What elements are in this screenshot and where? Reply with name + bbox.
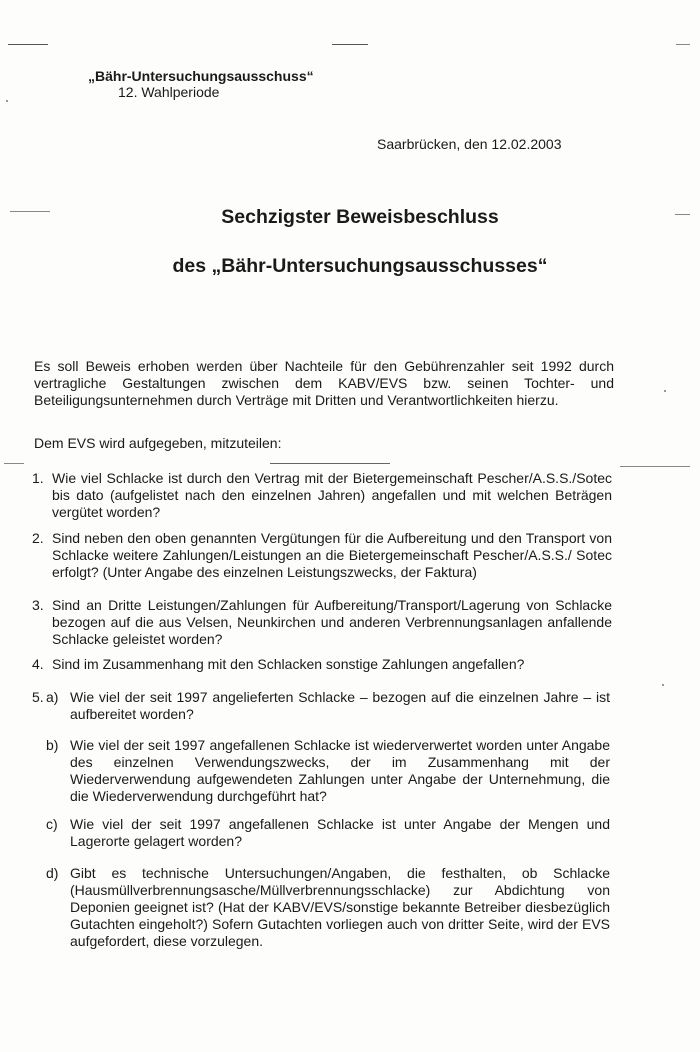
- subquestion-text: Wie viel der seit 1997 angefallenen Schlacke ist wiederverwertet worden unter Angabe des einzelnen Verwendungszwecks, der im Zusammenhang mit der Wiederverwendung aufgewendeten Zahlungen unter Angabe der Unternehmung, die die Wiederverwendung durchgeführt hat?: [70, 737, 610, 804]
- scan-dot: [664, 390, 666, 392]
- intro-paragraph: Es soll Beweis erhoben werden über Nachteile für den Gebührenzahler seit 1992 durch vertragliche Gestaltungen zwischen dem KABV/EVS bzw. seinen Tochter- und Beteiligungsunternehmen durch Verträge mit Dritten und Verantwortlichkeiten hierzu.: [34, 358, 614, 408]
- subquestion-text: Wie viel der seit 1997 angelieferten Schlacke – bezogen auf die einzelnen Jahre – ist aufbereitet worden?: [70, 689, 610, 722]
- question-1: [32, 470, 612, 521]
- scan-mark: [676, 44, 690, 45]
- scan-mark: [8, 44, 48, 45]
- scan-mark: [4, 463, 24, 464]
- question-number: 2.: [32, 530, 44, 546]
- subquestion-c: [46, 816, 610, 850]
- scan-mark: [620, 466, 690, 467]
- question-text: Sind im Zusammenhang mit den Schlacken sonstige Zahlungen angefallen?: [52, 656, 525, 672]
- subquestion-a: [46, 689, 610, 723]
- scan-dot: [662, 684, 664, 686]
- document-title: Sechzigster Beweisbeschluss: [221, 206, 499, 228]
- scan-mark: [332, 44, 368, 45]
- subquestion-b: [46, 737, 610, 805]
- subquestion-letter: d): [46, 865, 59, 881]
- scan-mark: [270, 463, 390, 464]
- question-number: 1.: [32, 470, 44, 486]
- question-text: Sind neben den oben genannten Vergütungen für die Aufbereitung und den Transport von Schlacke weitere Zahlungen/Leistungen an die Bietergemeinschaft Pescher/A.S.S./ Sotec erfolgt? (Unter Angabe des einzelnen Leistungszwecks, der Faktura): [52, 530, 612, 580]
- document-subtitle: des „Bähr-Untersuchungsausschusses“: [172, 255, 548, 277]
- subquestion-d: [46, 865, 610, 950]
- subquestion-letter: c): [46, 816, 58, 832]
- question-number: 5.: [32, 689, 44, 705]
- subquestion-text: Wie viel der seit 1997 angefallenen Schlacke ist unter Angabe der Mengen und Lagerorte gelagert worden?: [70, 816, 610, 849]
- subquestion-letter: a): [46, 689, 59, 705]
- question-4: [32, 656, 612, 673]
- assignment-line: Dem EVS wird aufgegeben, mitzuteilen:: [34, 435, 282, 451]
- question-text: Sind an Dritte Leistungen/Zahlungen für Aufbereitung/Transport/Lagerung von Schlacke bezogen auf die aus Velsen, Neunkirchen und anderen Verbrennungsanlagen anfallende Schlacke geleistet worden?: [52, 597, 612, 647]
- question-text: Wie viel Schlacke ist durch den Vertrag mit der Bietergemeinschaft Pescher/A.S.S./Sotec bis dato (aufgelistet nach den einzelnen Jahren) angefallen und mit welchen Beträgen vergütet worden?: [52, 470, 612, 520]
- question-number: 4.: [32, 656, 44, 672]
- committee-name: „Bähr-Untersuchungsausschuss“: [88, 68, 314, 84]
- scan-dot: [6, 100, 8, 102]
- subquestion-text: Gibt es technische Untersuchungen/Angaben, die festhalten, ob Schlacke (Hausmüllverbrennungsasche/Müllverbrennungsschlacke) zur Abdichtung von Deponien geeignet ist? (Hat der KABV/EVS/sonstige bekannte Betreiber diesbezüglich Gutachten eingeholt?) Sofern Gutachten vorliegen auch von dritter Seite, wird der EVS aufgefordert, diese vorzulegen.: [70, 865, 610, 949]
- subquestion-letter: b): [46, 737, 59, 753]
- question-number: 3.: [32, 597, 44, 613]
- question-2: [32, 530, 612, 581]
- date-line: Saarbrücken, den 12.02.2003: [377, 136, 562, 152]
- election-period: 12. Wahlperiode: [118, 84, 220, 100]
- question-3: [32, 597, 612, 648]
